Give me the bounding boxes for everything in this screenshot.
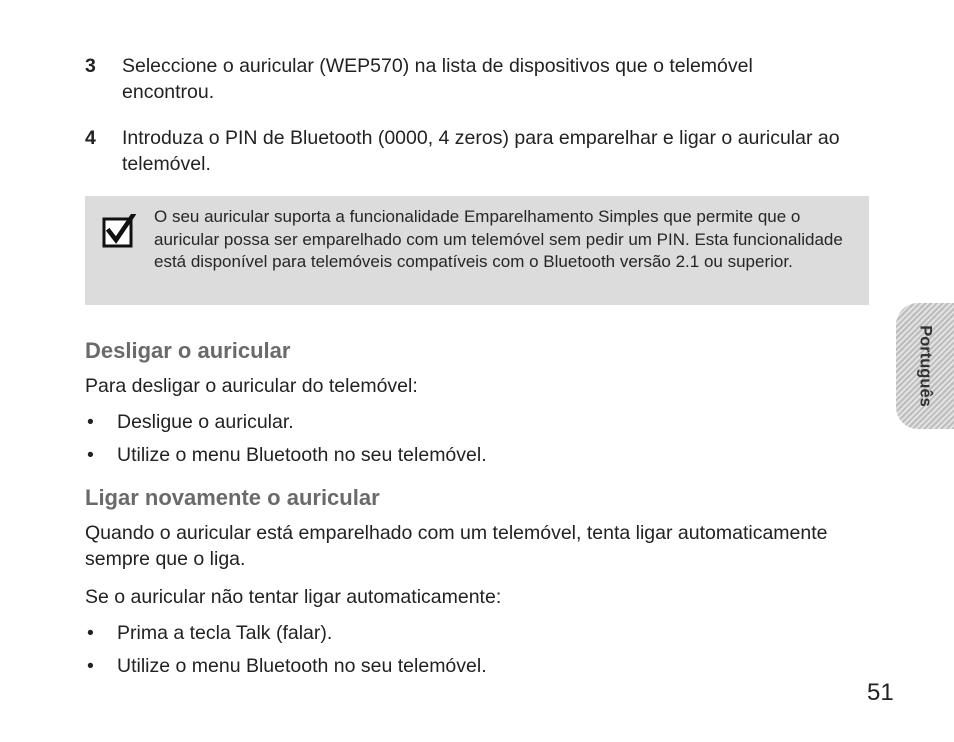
list-item-text: Utilize o menu Bluetooth no seu telemóvel. [117, 444, 487, 466]
disconnect-bullet-list [85, 409, 845, 475]
bullet-icon: • [87, 444, 94, 466]
language-tab-label: Português [916, 325, 935, 407]
bullet-icon: • [87, 411, 94, 433]
step-4 [85, 125, 845, 177]
note-box [85, 196, 869, 305]
note-text: O seu auricular suporta a funcionalidade Emparelhamento Simples que permite que o auricular possa ser emparelhado com um telemóvel sem pedir um PIN. Esta funcionalidade está disponível para telemóveis compatíveis com o Bluetooth versão 2.1 ou superior. [154, 207, 843, 271]
reconnect-bullet-list [85, 620, 845, 686]
list-item [85, 620, 845, 653]
list-item [85, 442, 845, 475]
disconnect-intro: Para desligar o auricular do telemóvel: [85, 375, 418, 397]
reconnect-paragraph-2: Se o auricular não tentar ligar automaticamente: [85, 586, 502, 608]
step-3 [85, 53, 845, 105]
step-text: Introduza o PIN de Bluetooth (0000, 4 zeros) para emparelhar e ligar o auricular ao telemóvel. [122, 127, 840, 175]
list-item [85, 409, 845, 442]
reconnect-paragraph-1: Quando o auricular está emparelhado com um telemóvel, tenta ligar automaticamente sempre que o liga. [85, 522, 828, 570]
bullet-icon: • [87, 655, 94, 677]
list-item [85, 653, 845, 686]
bullet-icon: • [87, 622, 94, 644]
list-item-text: Utilize o menu Bluetooth no seu telemóvel. [117, 655, 487, 677]
list-item-text: Desligue o auricular. [117, 411, 294, 433]
list-item-text: Prima a tecla Talk (falar). [117, 622, 333, 644]
page-number: 51 [867, 679, 894, 706]
section-title-reconnect: Ligar novamente o auricular [85, 485, 380, 510]
language-tab [896, 303, 954, 429]
step-number: 3 [85, 55, 96, 77]
step-number: 4 [85, 127, 96, 149]
checkbox-check-icon [102, 214, 136, 248]
section-title-disconnect: Desligar o auricular [85, 338, 291, 363]
step-text: Seleccione o auricular (WEP570) na lista de dispositivos que o telemóvel encontrou. [122, 55, 753, 103]
